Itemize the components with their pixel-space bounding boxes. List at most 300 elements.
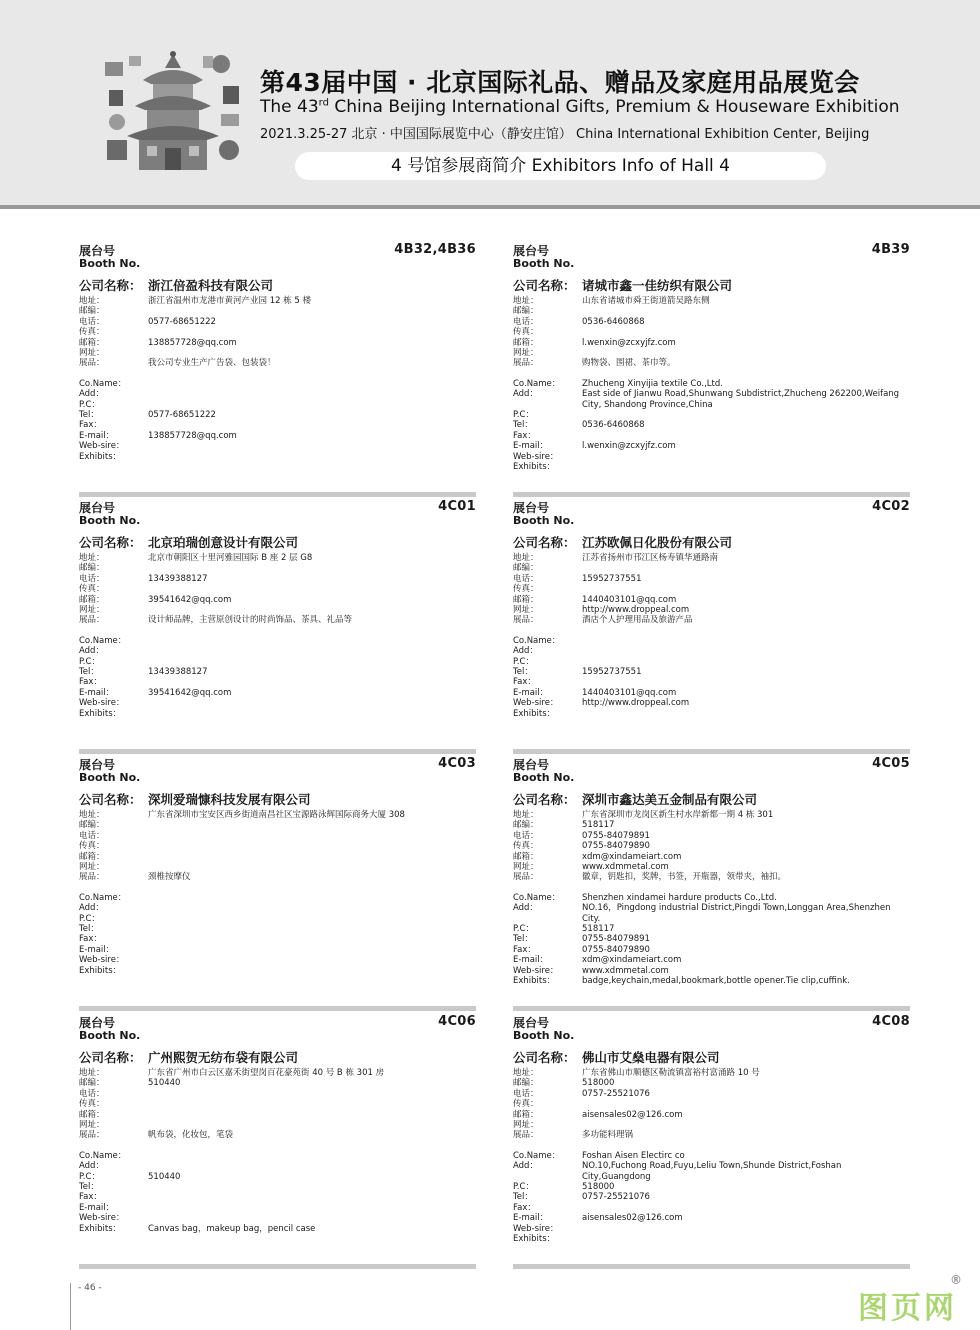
detail-value [148, 1203, 476, 1213]
booth-number: 4B39 [871, 242, 910, 257]
detail-value: 138857728@qq.com [148, 337, 237, 348]
card-divider [513, 1264, 910, 1269]
detail-label: Web-sire： [79, 441, 125, 452]
exhibitor-card [79, 756, 476, 1011]
detail-value [148, 841, 476, 851]
detail-label: Fax： [513, 1202, 536, 1213]
company-name-label: 公司名称： [79, 1050, 142, 1065]
detail-row [513, 1068, 910, 1078]
detail-value [148, 389, 476, 399]
detail-row [513, 893, 910, 903]
company-name-value: 深圳爱瑞慷科技发展有限公司 [148, 792, 311, 807]
booth-label-en: Booth No. [79, 1029, 141, 1042]
detail-row [79, 820, 476, 830]
detail-label: 邮箱： [513, 851, 539, 862]
detail-row [513, 1120, 910, 1130]
page-header [0, 0, 980, 209]
detail-label: 地址： [79, 553, 105, 563]
company-name-value: 广州熙贺无纺布袋有限公司 [148, 1050, 299, 1065]
detail-label: 邮编： [79, 306, 105, 317]
detail-label: Tel： [513, 934, 533, 945]
detail-value [148, 1110, 476, 1120]
detail-row [513, 934, 910, 944]
detail-row [513, 1161, 910, 1182]
detail-label: P.C： [513, 656, 534, 667]
detail-value [582, 431, 910, 441]
detail-label: 传真： [513, 1099, 539, 1110]
detail-value: Shenzhen xindamei hardure products Co.,Ltd. [582, 892, 777, 903]
detail-value [582, 462, 910, 472]
detail-row [513, 327, 910, 337]
detail-row [79, 903, 476, 913]
detail-value [148, 1099, 476, 1109]
detail-value [148, 441, 476, 451]
detail-label: Exhibits： [513, 708, 556, 719]
detail-value: www.xdmmetal.com [582, 965, 669, 976]
detail-label: Add： [79, 389, 104, 400]
detail-label: Fax： [79, 677, 102, 688]
detail-label: 网址： [513, 605, 539, 616]
detail-value [582, 348, 910, 358]
detail-value: xdm@xindameiart.com [582, 955, 682, 966]
detail-value: 13439388127 [148, 573, 208, 584]
gift-pagoda-logo-icon [103, 50, 243, 175]
detail-value: 1440403101@qq.com [582, 594, 677, 605]
detail-value: 0536-6460868 [582, 316, 645, 327]
detail-row [513, 615, 910, 625]
detail-value [582, 636, 910, 646]
card-divider [513, 492, 910, 497]
detail-label: E-mail： [513, 441, 549, 452]
detail-row [513, 317, 910, 327]
detail-label: Exhibits： [79, 1223, 122, 1234]
detail-row [79, 615, 476, 625]
detail-row [79, 810, 476, 820]
detail-label: 网址： [79, 1120, 105, 1131]
contact-details [79, 296, 476, 462]
section-gap [513, 1141, 910, 1151]
detail-row [513, 1224, 910, 1234]
detail-row [79, 1110, 476, 1120]
company-name-label: 公司名称： [79, 535, 142, 550]
detail-value [148, 379, 476, 389]
detail-row [79, 1089, 476, 1099]
booth-label-zh: 展台号 [513, 501, 550, 515]
detail-row [513, 574, 910, 584]
detail-label: 邮编： [79, 1078, 105, 1089]
detail-value: 我公司专业生产广告袋、包装袋！ [148, 358, 276, 369]
detail-label: 邮编： [513, 563, 539, 574]
section-gap [513, 883, 910, 893]
detail-label: Web-sire： [79, 698, 125, 709]
detail-row [79, 1151, 476, 1161]
hall-banner: 4 号馆参展商简介 Exhibitors Info of Hall 4 [295, 152, 826, 180]
detail-row [79, 1172, 476, 1182]
detail-value: 浙江省温州市龙港市黄河产业园 12 栋 5 楼 [148, 296, 312, 306]
detail-row [513, 338, 910, 348]
detail-value: 颈椎按摩仪 [148, 872, 191, 883]
detail-row [513, 379, 910, 389]
detail-label: Tel： [79, 410, 99, 421]
detail-value [582, 1224, 910, 1234]
detail-value [148, 903, 476, 913]
detail-value [582, 709, 910, 719]
detail-value: http://www.droppeal.com [582, 605, 690, 616]
detail-row [79, 636, 476, 646]
contact-details [513, 553, 910, 719]
detail-label: P.C： [79, 913, 100, 924]
detail-row [513, 872, 910, 882]
detail-row [513, 709, 910, 719]
detail-value [148, 563, 476, 573]
detail-row [79, 605, 476, 615]
detail-label: Add： [513, 903, 538, 914]
detail-label: 传真： [79, 1099, 105, 1110]
detail-label: Tel： [513, 667, 533, 678]
company-name-label: 公司名称： [513, 792, 576, 807]
detail-row [79, 1099, 476, 1109]
detail-label: E-mail： [513, 687, 549, 698]
detail-row [79, 563, 476, 573]
detail-value [148, 584, 476, 594]
detail-row [513, 1151, 910, 1161]
detail-row [513, 667, 910, 677]
detail-row [513, 862, 910, 872]
detail-row [513, 1192, 910, 1202]
detail-row [79, 584, 476, 594]
detail-row [513, 820, 910, 830]
detail-row [513, 452, 910, 462]
detail-label: Fax： [79, 934, 102, 945]
detail-value: Zhucheng Xinyijia textile Co.,Ltd. [582, 378, 723, 389]
booth-label-en: Booth No. [513, 257, 575, 270]
detail-value [148, 605, 476, 615]
section-gap [79, 626, 476, 636]
detail-row [79, 934, 476, 944]
detail-label: 传真： [513, 584, 539, 595]
detail-row [513, 420, 910, 430]
detail-value: aisensales02@126.com [582, 1213, 683, 1224]
detail-value [148, 945, 476, 955]
exhibition-title-en: The 43rd China Beijing International Gifts, Premium & Houseware Exhibition [260, 97, 900, 117]
detail-label: Fax： [79, 1192, 102, 1203]
detail-value [148, 698, 476, 708]
detail-row [513, 605, 910, 615]
detail-row [79, 306, 476, 316]
detail-label: Add： [513, 1161, 538, 1172]
detail-row [79, 296, 476, 306]
detail-label: Web-sire： [513, 451, 559, 462]
detail-row [513, 976, 910, 986]
exhibitor-card [513, 1014, 910, 1269]
detail-value [582, 646, 910, 656]
detail-row [79, 1192, 476, 1202]
detail-label: P.C： [79, 399, 100, 410]
booth-label-zh: 展台号 [513, 1016, 550, 1030]
detail-value: 0757-25521076 [582, 1192, 650, 1203]
detail-value: 518000 [582, 1078, 615, 1089]
detail-value: 广东省深圳市宝安区西乡街道南昌社区宝源路泳辉国际商务大厦 308 [148, 810, 405, 820]
card-divider [79, 1264, 476, 1269]
detail-label: E-mail： [79, 430, 115, 441]
detail-row [79, 841, 476, 851]
detail-label: Co.Name： [513, 1150, 561, 1161]
detail-value: 北京市朝阳区十里河雅园国际 B 座 2 层 G8 [148, 553, 313, 563]
detail-label: 展品： [513, 615, 539, 626]
detail-value [582, 1203, 910, 1213]
detail-label: Fax： [513, 677, 536, 688]
detail-row [79, 893, 476, 903]
exhibitor-card [79, 499, 476, 754]
detail-label: Fax： [513, 944, 536, 955]
detail-label: Add： [79, 903, 104, 914]
detail-row [513, 358, 910, 368]
company-name [79, 1048, 298, 1066]
detail-label: 地址： [513, 1068, 539, 1078]
section-gap [513, 626, 910, 636]
detail-value [582, 657, 910, 667]
detail-row [79, 1068, 476, 1078]
detail-row [79, 646, 476, 656]
company-name-value: 诸城市鑫一佳纺织有限公司 [582, 278, 733, 293]
detail-value: badge,keychain,medal,bookmark,bottle opener.Tie clip,cuffink. [582, 976, 850, 987]
detail-value [148, 1213, 476, 1223]
detail-value: 多功能料理锅 [582, 1130, 634, 1141]
detail-label: Web-sire： [79, 1213, 125, 1224]
detail-label: 电话： [79, 573, 105, 584]
detail-label: 邮箱： [79, 594, 105, 605]
detail-value: 帆布袋，化妆包，笔袋 [148, 1130, 234, 1141]
detail-label: 传真： [79, 327, 105, 338]
detail-label: Co.Name： [79, 1150, 127, 1161]
booth-number: 4C08 [872, 1014, 910, 1029]
detail-value: http://www.droppeal.com [582, 698, 690, 709]
detail-row [513, 698, 910, 708]
detail-row [79, 709, 476, 719]
detail-value: 0577-68651222 [148, 410, 216, 421]
detail-row [513, 431, 910, 441]
detail-label: E-mail： [79, 687, 115, 698]
detail-row [513, 595, 910, 605]
booth-label-en: Booth No. [513, 1029, 575, 1042]
detail-row [513, 1089, 910, 1099]
detail-label: 电话： [79, 316, 105, 327]
detail-row [79, 389, 476, 399]
section-gap [79, 369, 476, 379]
detail-row [79, 410, 476, 420]
detail-value [582, 584, 910, 594]
exhibitor-card [513, 756, 910, 1011]
detail-row [513, 563, 910, 573]
detail-row [513, 1130, 910, 1140]
detail-label: P.C： [79, 1171, 100, 1182]
detail-row [513, 966, 910, 976]
detail-label: 邮编： [79, 820, 105, 831]
detail-label: Fax： [513, 430, 536, 441]
detail-value [148, 924, 476, 934]
detail-row [513, 636, 910, 646]
contact-details [513, 810, 910, 987]
booth-label-en: Booth No. [513, 771, 575, 784]
exhibitor-card [513, 242, 910, 497]
detail-value [148, 934, 476, 944]
detail-row [79, 348, 476, 358]
detail-row [513, 441, 910, 451]
detail-label: 电话： [513, 573, 539, 584]
detail-value [582, 677, 910, 687]
detail-row [513, 945, 910, 955]
detail-row [79, 379, 476, 389]
exhibition-date-venue: 2021.3.25-27 北京 · 中国国际展览中心（静安庄馆） China International Exhibition Center, Beijing [260, 127, 870, 142]
company-name-label: 公司名称： [79, 792, 142, 807]
detail-label: Web-sire： [513, 698, 559, 709]
booth-label-zh: 展台号 [513, 758, 550, 772]
detail-label: 网址： [513, 1120, 539, 1131]
booth-label-zh: 展台号 [513, 244, 550, 258]
detail-row [79, 966, 476, 976]
detail-label: 邮箱： [79, 337, 105, 348]
company-name [79, 790, 311, 808]
detail-label: 展品： [79, 358, 105, 369]
company-name-value: 北京珀瑞创意设计有限公司 [148, 535, 299, 550]
detail-label: 展品： [513, 1130, 539, 1141]
detail-row [79, 338, 476, 348]
detail-value [148, 1161, 476, 1171]
company-name-label: 公司名称： [513, 535, 576, 550]
detail-value [582, 452, 910, 462]
detail-value: Canvas bag，makeup bag，pencil case [148, 1223, 316, 1234]
detail-row [79, 862, 476, 872]
detail-row [79, 431, 476, 441]
contact-details [513, 1068, 910, 1245]
detail-row [513, 1234, 910, 1244]
detail-label: P.C： [513, 410, 534, 421]
detail-value [148, 636, 476, 646]
detail-label: Exhibits： [513, 976, 556, 987]
detail-value: 0755-84079891 [582, 830, 650, 841]
detail-label: 传真： [513, 841, 539, 852]
card-divider [79, 749, 476, 754]
detail-value [148, 893, 476, 903]
detail-row [79, 852, 476, 862]
detail-label: Tel： [79, 924, 99, 935]
detail-value: 购物袋、围裙、茶巾等。 [582, 358, 676, 369]
company-name [79, 276, 273, 294]
company-name [513, 276, 732, 294]
detail-value: 518000 [582, 1182, 615, 1193]
company-name-value: 浙江倍盈科技有限公司 [148, 278, 274, 293]
detail-label: 邮箱： [513, 337, 539, 348]
detail-row [513, 1078, 910, 1088]
detail-row [513, 852, 910, 862]
section-gap [79, 1141, 476, 1151]
detail-label: 地址： [79, 810, 105, 820]
detail-label: E-mail： [513, 955, 549, 966]
detail-value: 39541642@qq.com [148, 594, 232, 605]
detail-label: Co.Name： [79, 378, 127, 389]
detail-label: 地址： [79, 1068, 105, 1078]
detail-value: 徽章，钥匙扣，奖牌，书签，开瓶器，领带夹，袖扣。 [582, 872, 787, 883]
detail-value [148, 1151, 476, 1161]
company-name-label: 公司名称： [513, 1050, 576, 1065]
detail-label: 展品： [513, 872, 539, 883]
detail-row [513, 688, 910, 698]
detail-row [79, 667, 476, 677]
detail-value [148, 348, 476, 358]
page-number: - 46 - [78, 1283, 102, 1293]
detail-label: 邮编： [513, 306, 539, 317]
detail-row [513, 1099, 910, 1109]
detail-row [513, 553, 910, 563]
contact-details [79, 553, 476, 719]
detail-label: 网址： [79, 605, 105, 616]
detail-value [148, 709, 476, 719]
detail-label: Web-sire： [79, 955, 125, 966]
detail-row [79, 327, 476, 337]
detail-row [513, 903, 910, 924]
company-name [79, 533, 298, 551]
booth-number: 4C05 [872, 756, 910, 771]
detail-value [148, 327, 476, 337]
detail-value: 山东省诸城市舜王街道箭吴路东侧 [582, 296, 710, 306]
detail-row [79, 657, 476, 667]
detail-label: Co.Name： [513, 378, 561, 389]
booth-number: 4C02 [872, 499, 910, 514]
detail-value [148, 831, 476, 841]
detail-label: 邮编： [79, 563, 105, 574]
detail-value [582, 1099, 910, 1109]
detail-row [79, 677, 476, 687]
detail-value [148, 966, 476, 976]
detail-label: P.C： [513, 1182, 534, 1193]
detail-label: E-mail： [513, 1213, 549, 1224]
detail-row [513, 584, 910, 594]
detail-label: E-mail： [79, 1202, 115, 1213]
detail-label: 电话： [513, 316, 539, 327]
detail-label: 地址： [513, 296, 539, 306]
detail-row [513, 1203, 910, 1213]
detail-label: 邮编： [513, 820, 539, 831]
detail-value: 0755-84079891 [582, 934, 650, 945]
detail-row [79, 945, 476, 955]
detail-value: xdm@xindameiart.com [582, 851, 682, 862]
detail-row [79, 317, 476, 327]
detail-value [148, 820, 476, 830]
contact-details [513, 296, 910, 473]
booth-label-zh: 展台号 [79, 758, 116, 772]
detail-row [79, 1213, 476, 1223]
detail-value [582, 1234, 910, 1244]
company-name-label: 公司名称： [513, 278, 576, 293]
detail-row [79, 924, 476, 934]
company-name-value: 深圳市鑫达美五金制品有限公司 [582, 792, 758, 807]
company-name-value: 江苏欧佩日化股份有限公司 [582, 535, 733, 550]
booth-label-en: Booth No. [79, 514, 141, 527]
detail-label: Tel： [513, 420, 533, 431]
detail-value [148, 1089, 476, 1099]
detail-value [148, 852, 476, 862]
detail-label: 电话： [79, 1088, 105, 1099]
detail-label: 电话： [513, 1088, 539, 1099]
detail-label: E-mail： [79, 944, 115, 955]
detail-row [513, 1110, 910, 1120]
detail-row [79, 400, 476, 410]
detail-row [513, 841, 910, 851]
detail-label: 网址： [513, 348, 539, 359]
company-name [513, 533, 732, 551]
detail-value: 518117 [582, 924, 615, 935]
detail-row [79, 1161, 476, 1171]
